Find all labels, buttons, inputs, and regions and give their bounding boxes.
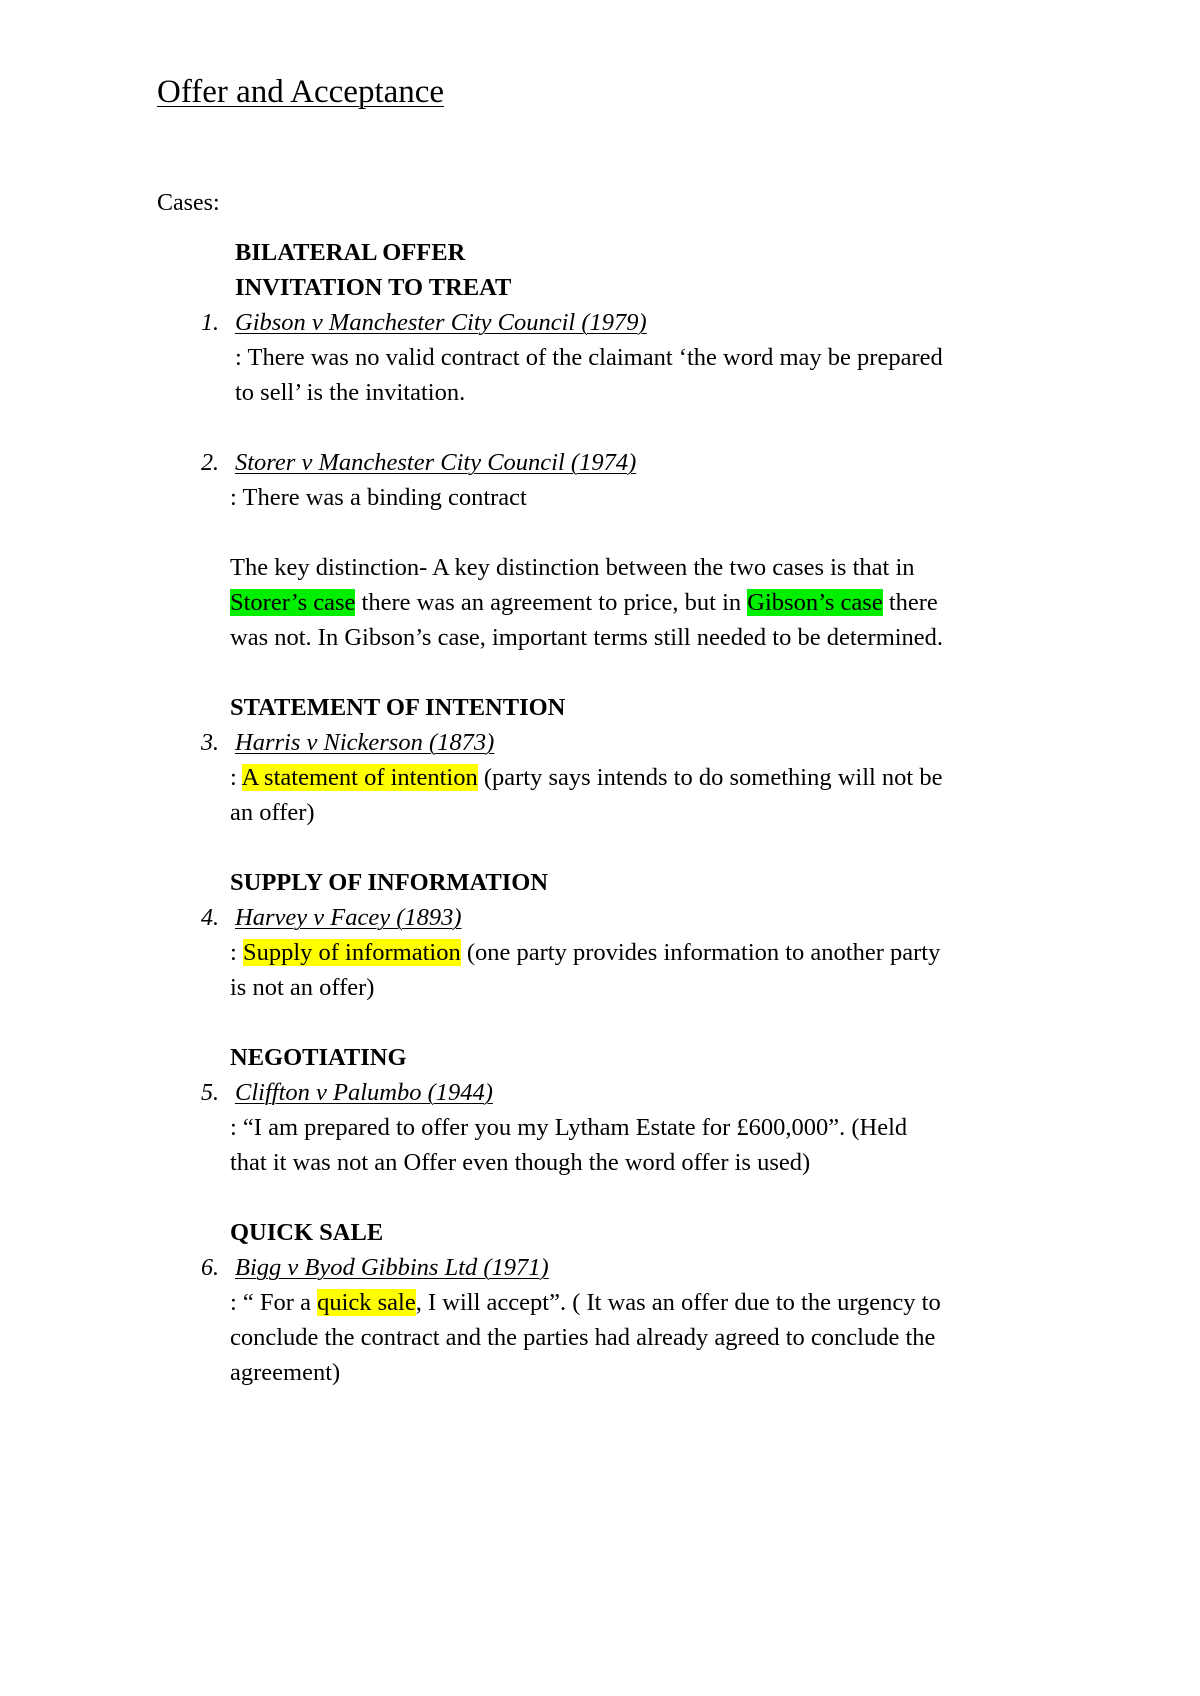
case-description-line: to sell’ is the invitation. <box>235 379 466 406</box>
case-name-text: Harvey v Facey (1893) <box>235 904 462 931</box>
case-name-text: Bigg v Byod Gibbins Ltd (1971) <box>235 1254 549 1281</box>
distinction-line: was not. In Gibson’s case, important terms still needed to be determined. <box>230 624 944 651</box>
case-description-line: that it was not an Offer even though the word offer is used) <box>230 1149 811 1176</box>
case-description-line <box>230 938 940 968</box>
case-number: 3. <box>201 730 219 756</box>
section-heading-supply-of-information: SUPPLY OF INFORMATION <box>230 869 549 896</box>
section-heading-quick-sale: QUICK SALE <box>230 1219 384 1246</box>
case-name-cliffton <box>235 1078 493 1108</box>
case-name-text: Harris v Nickerson (1873) <box>235 729 495 756</box>
page-title: Offer and Acceptance <box>157 74 445 110</box>
case-text: : <box>230 764 242 791</box>
case-description-line: : There was a binding contract <box>230 484 527 511</box>
section-heading-statement-of-intention: STATEMENT OF INTENTION <box>230 694 566 721</box>
highlighted-text: Supply of information <box>242 939 461 966</box>
distinction-line: The key distinction- A key distinction between the two cases is that in <box>230 554 915 581</box>
distinction-line <box>230 588 938 618</box>
case-name-text: Gibson v Manchester City Council (1979) <box>235 309 647 336</box>
case-number: 5. <box>201 1080 219 1106</box>
case-text: : <box>230 939 243 966</box>
case-description-line: : There was no valid contract of the claimant ‘the word may be prepared <box>235 344 943 371</box>
case-description-line <box>230 1288 941 1318</box>
case-name-gibson <box>235 308 647 338</box>
case-description-line: is not an offer) <box>230 974 375 1001</box>
highlighted-text: Gibson’s case <box>747 589 883 616</box>
case-description-line: conclude the contract and the parties had already agreed to conclude the <box>230 1324 936 1351</box>
case-number: 1. <box>201 310 219 336</box>
case-description-line: agreement) <box>230 1359 341 1386</box>
section-heading-invitation-to-treat: INVITATION TO TREAT <box>235 274 512 301</box>
case-description-line: : “I am prepared to offer you my Lytham Estate for £600,000”. (Held <box>230 1114 908 1141</box>
case-text: (party says intends to do something will not be <box>477 764 943 791</box>
cases-label: Cases: <box>157 190 220 216</box>
case-description-line <box>230 763 943 793</box>
case-name-text: Storer v Manchester City Council (1974) <box>235 449 637 476</box>
highlighted-text: Storer’s case <box>230 589 356 616</box>
case-number: 4. <box>201 905 219 931</box>
case-number: 6. <box>201 1255 219 1281</box>
case-text: , I will accept”. ( It was an offer due to the urgency to <box>415 1289 941 1316</box>
section-heading-negotiating: NEGOTIATING <box>230 1044 407 1071</box>
case-name-bigg <box>235 1253 549 1283</box>
distinction-text: there <box>882 589 938 616</box>
case-name-text: Cliffton v Palumbo (1944) <box>235 1079 493 1106</box>
case-description-line: an offer) <box>230 799 315 826</box>
case-text: : “ For a <box>230 1289 318 1316</box>
case-name-harvey <box>235 903 462 933</box>
case-name-storer <box>235 448 636 478</box>
case-text: (one party provides information to another party <box>460 939 941 966</box>
distinction-text: there was an agreement to price, but in <box>355 589 748 616</box>
highlighted-text: quick sale <box>317 1289 416 1316</box>
case-name-harris <box>235 728 494 758</box>
section-heading-bilateral-offer: BILATERAL OFFER <box>235 239 466 266</box>
highlighted-text: A statement of intention <box>241 764 478 791</box>
case-number: 2. <box>201 450 219 476</box>
